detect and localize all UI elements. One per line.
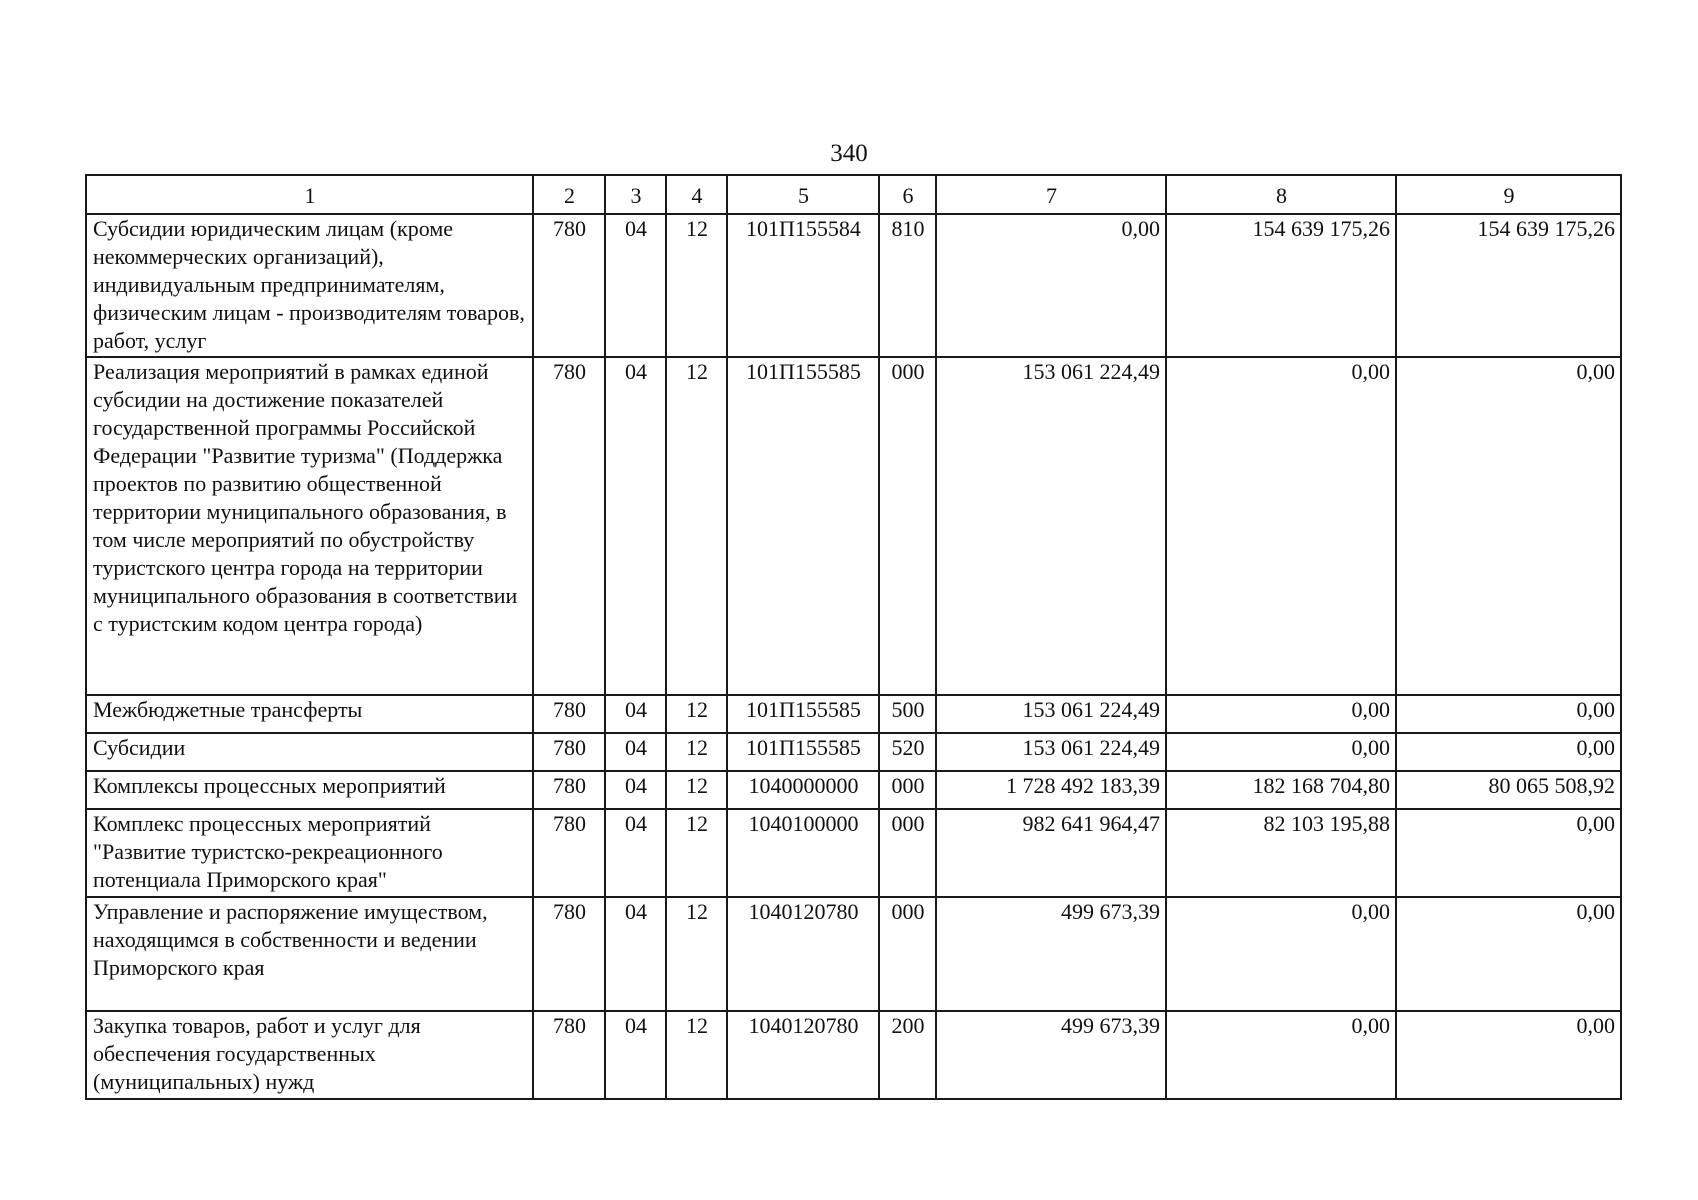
column-header: 7: [936, 175, 1166, 214]
row-name: Реализация мероприятий в рамках единой субсидии на достижение показателей государственной программы Российской Федерации "Развитие туризма" (Поддержка проектов по развитию общественной территории муниципального образования, в том числе мероприятий по обустройству туристского центра города на территории муниципального образования в соответствии с туристским кодом центра города): [86, 357, 533, 695]
ministry-code: 780: [533, 214, 605, 357]
column-header: 5: [727, 175, 879, 214]
amount-col8: 0,00: [1166, 733, 1396, 771]
amount-col7: 1 728 492 183,39: [936, 771, 1166, 809]
amount-col9: 0,00: [1396, 809, 1621, 897]
table-row: [86, 733, 1621, 771]
target-article-code: 1040100000: [727, 809, 879, 897]
column-header: 6: [879, 175, 936, 214]
row-name: Межбюджетные трансферты: [86, 695, 533, 733]
column-header: 9: [1396, 175, 1621, 214]
expense-type-code: 000: [879, 357, 936, 695]
amount-col8: 182 168 704,80: [1166, 771, 1396, 809]
row-name: Субсидии юридическим лицам (кроме некоммерческих организаций), индивидуальным предпринимателям, физическим лицам - производителям товаров, работ, услуг: [86, 214, 533, 357]
amount-col7: 153 061 224,49: [936, 733, 1166, 771]
section-code: 04: [605, 733, 666, 771]
target-article-code: 101П155584: [727, 214, 879, 357]
target-article-code: 1040120780: [727, 1011, 879, 1099]
column-header: 4: [666, 175, 727, 214]
budget-table: [85, 174, 1622, 1100]
amount-col7: 499 673,39: [936, 1011, 1166, 1099]
subsection-code: 12: [666, 733, 727, 771]
column-header: 1: [86, 175, 533, 214]
amount-col8: 0,00: [1166, 695, 1396, 733]
subsection-code: 12: [666, 897, 727, 1011]
expense-type-code: 000: [879, 809, 936, 897]
ministry-code: 780: [533, 771, 605, 809]
row-name: Закупка товаров, работ и услуг для обеспечения государственных (муниципальных) нужд: [86, 1011, 533, 1099]
target-article-code: 1040120780: [727, 897, 879, 1011]
table-header-row: [86, 175, 1621, 214]
ministry-code: 780: [533, 1011, 605, 1099]
amount-col8: 0,00: [1166, 897, 1396, 1011]
target-article-code: 101П155585: [727, 357, 879, 695]
target-article-code: 1040000000: [727, 771, 879, 809]
target-article-code: 101П155585: [727, 695, 879, 733]
subsection-code: 12: [666, 771, 727, 809]
amount-col8: 0,00: [1166, 1011, 1396, 1099]
table-row: [86, 695, 1621, 733]
ministry-code: 780: [533, 357, 605, 695]
subsection-code: 12: [666, 695, 727, 733]
section-code: 04: [605, 695, 666, 733]
expense-type-code: 000: [879, 897, 936, 1011]
subsection-code: 12: [666, 1011, 727, 1099]
section-code: 04: [605, 214, 666, 357]
column-header: 2: [533, 175, 605, 214]
table-row: [86, 809, 1621, 897]
amount-col7: 153 061 224,49: [936, 695, 1166, 733]
amount-col7: 0,00: [936, 214, 1166, 357]
row-name: Управление и распоряжение имуществом, находящимся в собственности и ведении Приморского края: [86, 897, 533, 1011]
section-code: 04: [605, 357, 666, 695]
amount-col9: 154 639 175,26: [1396, 214, 1621, 357]
subsection-code: 12: [666, 809, 727, 897]
amount-col7: 982 641 964,47: [936, 809, 1166, 897]
subsection-code: 12: [666, 357, 727, 695]
section-code: 04: [605, 897, 666, 1011]
amount-col8: 82 103 195,88: [1166, 809, 1396, 897]
table-row: [86, 357, 1621, 695]
table-row: [86, 1011, 1621, 1099]
table-row: [86, 771, 1621, 809]
amount-col8: 0,00: [1166, 357, 1396, 695]
amount-col9: 0,00: [1396, 695, 1621, 733]
ministry-code: 780: [533, 809, 605, 897]
row-name: Комплексы процессных мероприятий: [86, 771, 533, 809]
table-row: [86, 897, 1621, 1011]
expense-type-code: 810: [879, 214, 936, 357]
table-row: [86, 214, 1621, 357]
amount-col7: 499 673,39: [936, 897, 1166, 1011]
amount-col9: 80 065 508,92: [1396, 771, 1621, 809]
ministry-code: 780: [533, 733, 605, 771]
expense-type-code: 500: [879, 695, 936, 733]
section-code: 04: [605, 771, 666, 809]
row-name: Комплекс процессных мероприятий "Развитие туристско-рекреационного потенциала Приморского края": [86, 809, 533, 897]
section-code: 04: [605, 809, 666, 897]
expense-type-code: 520: [879, 733, 936, 771]
amount-col9: 0,00: [1396, 357, 1621, 695]
amount-col9: 0,00: [1396, 1011, 1621, 1099]
ministry-code: 780: [533, 897, 605, 1011]
expense-type-code: 200: [879, 1011, 936, 1099]
target-article-code: 101П155585: [727, 733, 879, 771]
column-header: 3: [605, 175, 666, 214]
page-number: 340: [830, 140, 868, 167]
expense-type-code: 000: [879, 771, 936, 809]
amount-col8: 154 639 175,26: [1166, 214, 1396, 357]
amount-col7: 153 061 224,49: [936, 357, 1166, 695]
amount-col9: 0,00: [1396, 733, 1621, 771]
column-header: 8: [1166, 175, 1396, 214]
ministry-code: 780: [533, 695, 605, 733]
amount-col9: 0,00: [1396, 897, 1621, 1011]
section-code: 04: [605, 1011, 666, 1099]
subsection-code: 12: [666, 214, 727, 357]
row-name: Субсидии: [86, 733, 533, 771]
